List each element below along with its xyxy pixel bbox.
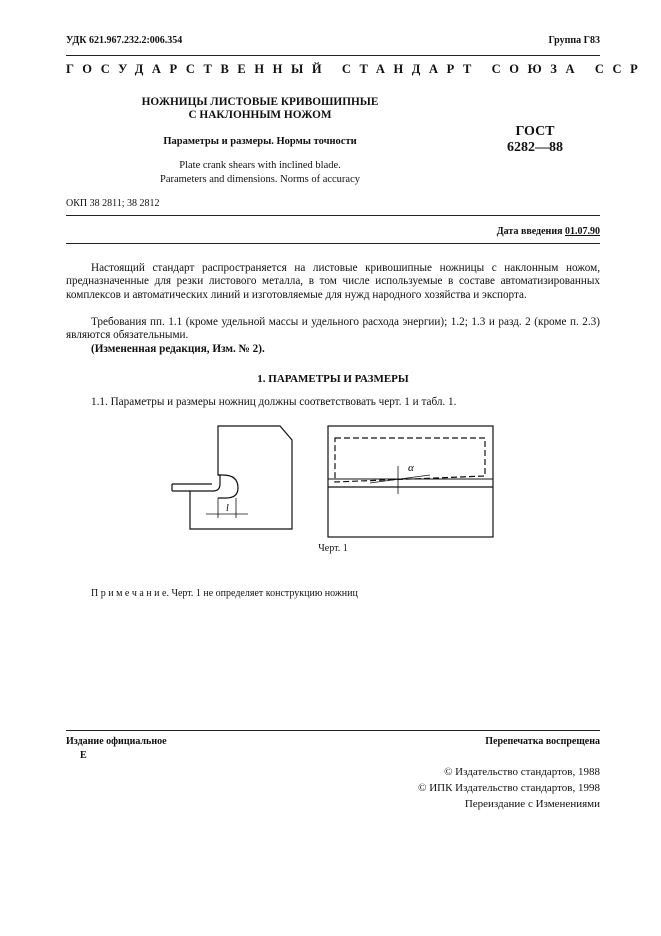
footer-divider: [66, 730, 600, 731]
gost-label: ГОСТ: [515, 124, 555, 139]
blade-holder-outline: [190, 426, 292, 529]
paragraph-amendment: (Измененная редакция, Изм. № 2).: [91, 343, 265, 355]
section-heading: 1. ПАРАМЕТРЫ И РАЗМЕРЫ: [257, 373, 409, 385]
title-divider: [66, 215, 600, 216]
paragraph-requirements: Требования пп. 1.1 (кроме удельной массы и удельного расхода энергии); 1.2; 1.3 и разд. 2 (кроме п. 2.3) являются обязательными.: [66, 316, 600, 342]
english-title-line-2: Parameters and dimensions. Norms of accuracy: [159, 174, 361, 185]
edition-letter: Е: [80, 750, 87, 761]
official-edition: Издание официальное: [66, 736, 167, 747]
introduction-date-value: 01.07.90: [565, 226, 600, 237]
udk-code: УДК 621.967.232.2:006.354: [66, 35, 183, 46]
copyright-1988: © Издательство стандартов, 1988: [444, 766, 600, 778]
title-line-2: С НАКЛОННЫМ НОЖОМ: [188, 109, 332, 121]
left-view: [172, 426, 292, 529]
paragraph-scope: Настоящий стандарт распространяется на листовые кривошипные ножницы с наклонным ножом, предназначенные для резки листового металла, в том числе используемые в составе автоматизированных комплексов и автоматических линий и изготовляемые для нужд народного хозяйства и экспорта.: [66, 262, 600, 301]
dimension-l-label: l: [226, 503, 229, 514]
drawing-shears: [160, 418, 500, 540]
english-title: [80, 159, 440, 187]
note-text: Черт. 1 не определяет конструкцию ножниц: [168, 588, 358, 599]
upper-knife-dashed: [335, 438, 485, 482]
title-line-1: НОЖНИЦЫ ЛИСТОВЫЕ КРИВОШИПНЫЕ: [141, 96, 379, 108]
document-subtitle: Параметры и размеры. Нормы точности: [163, 136, 357, 147]
reprint-prohibited: Перепечатка воспрещена: [485, 736, 600, 747]
reissue-note: Переиздание с Изменениями: [464, 798, 600, 810]
header-divider: [66, 55, 600, 56]
note-label: П р и м е ч а н и е.: [91, 588, 169, 599]
angle-alpha-label: α: [408, 462, 414, 474]
state-standard-heading: ГОСУДАРСТВЕННЫЙ СТАНДАРТ СОЮЗА ССР: [66, 62, 647, 76]
introduction-date-label: Дата введения: [496, 226, 563, 237]
note: [91, 588, 358, 599]
introduction-date: [497, 226, 600, 237]
figure-caption: Черт. 1: [318, 543, 348, 554]
sheet-metal: [172, 484, 212, 491]
paragraph-1-1: 1.1. Параметры и размеры ножниц должны соответствовать черт. 1 и табл. 1.: [91, 396, 457, 408]
okp-codes: ОКП 38 2811; 38 2812: [66, 198, 160, 209]
front-view: [328, 426, 493, 537]
english-title-line-1: Plate crank shears with inclined blade.: [179, 160, 341, 171]
date-divider: [66, 243, 600, 244]
copyright-block: [418, 764, 600, 812]
document-title: [80, 96, 440, 122]
copyright-1998: © ИПК Издательство стандартов, 1998: [418, 782, 600, 794]
gost-number: 6282—88: [507, 140, 563, 155]
gost-number-block: [480, 124, 590, 156]
knife-notch: [218, 475, 238, 498]
group-code: Группа Г83: [548, 35, 600, 46]
